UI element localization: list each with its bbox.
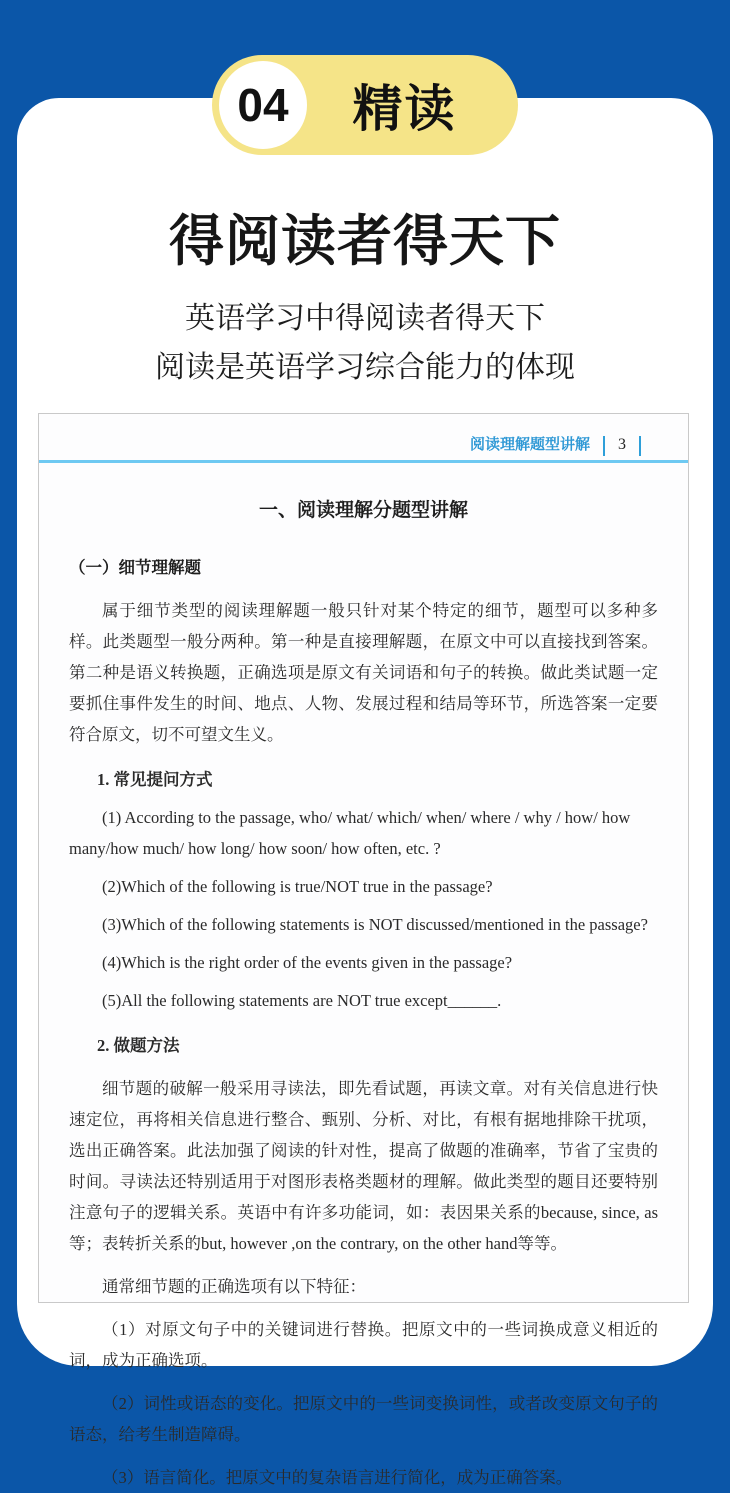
methods-heading: 2. 做题方法 — [97, 1036, 180, 1055]
chapter-badge — [212, 55, 518, 155]
subsection-title: （一）细节理解题 — [69, 558, 201, 577]
hero-subtitle-line1: 英语学习中得阅读者得天下 — [185, 302, 545, 335]
chapter-number-circle — [219, 61, 307, 149]
hero-title: 得阅读者得天下 — [168, 210, 561, 272]
running-title: 阅读理解题型讲解 — [469, 437, 590, 453]
feature-item: （2）词性或语态的变化。把原文中的一些词变换词性，或者改变原文句子的语态，给考生制造障碍。 — [69, 1394, 658, 1444]
feature-item: （3）语言简化。把原文中的复杂语言进行简化，成为正确答案。 — [102, 1468, 573, 1487]
question-item: (4)Which is the right order of the events given in the passage? — [102, 953, 513, 972]
chapter-number: 04 — [237, 79, 289, 131]
question-item: (1) According to the passage, who/ what/ which/ when/ where / why / how/ how many/how much/ how long/ how soon/ how often, etc. ? — [69, 808, 631, 858]
book-page-scan — [38, 413, 689, 1487]
page-body — [39, 495, 688, 1493]
question-item: (2)Which of the following is true/NOT true in the passage? — [102, 877, 493, 896]
hero-subtitle-line2: 阅读是英语学习综合能力的体现 — [155, 351, 575, 384]
question-item: (5)All the following statements are NOT true except______. — [102, 991, 502, 1010]
section-title: 一、阅读理解分题型讲解 — [258, 500, 468, 521]
methods-paragraph: 细节题的破解一般采用寻读法，即先看试题，再读文章。对有关信息进行快速定位，再将相关信息进行整合、甄别、分析、对比，有根有据地排除干扰项，选出正确答案。此法加强了阅读的针对性，提高了做题的准确率，节省了宝贵的时间。寻读法还特别适用于对图形表格类题材的理解。做此类型的题目还要特别注意句子的逻辑关系。英语中有许多功能词，如：表因果关系的because, since, as等；表转折关系的but, however ,on the contrary, on the other hand等等。 — [69, 1079, 658, 1253]
features-intro: 通常细节题的正确选项有以下特征： — [102, 1277, 366, 1296]
header-divider-bar — [603, 436, 605, 456]
header-rule — [39, 460, 688, 463]
intro-paragraph: 属于细节类型的阅读理解题一般只针对某个特定的细节，题型可以多种多样。此类题型一般分两种。第一种是直接理解题，在原文中可以直接找到答案。第二种是语义转换题，正确选项是原文有关词语和句子的转换。做此类试题一定要抓住事件发生的时间、地点、人物、发展过程和结局等环节，所选答案一定要符合原文，切不可望文生义。 — [69, 601, 658, 744]
page-number: 3 — [618, 436, 626, 453]
hero-subtitle — [0, 294, 730, 392]
feature-item: （1）对原文句子中的关键词进行替换。把原文中的一些词换成意义相近的词，成为正确选项。 — [69, 1320, 658, 1370]
page-header — [39, 414, 688, 460]
question-item: (3)Which of the following statements is NOT discussed/mentioned in the passage? — [102, 915, 648, 934]
header-divider-bar — [639, 436, 641, 456]
chapter-label: 精读 — [352, 81, 457, 137]
questions-heading: 1. 常见提问方式 — [97, 770, 213, 789]
